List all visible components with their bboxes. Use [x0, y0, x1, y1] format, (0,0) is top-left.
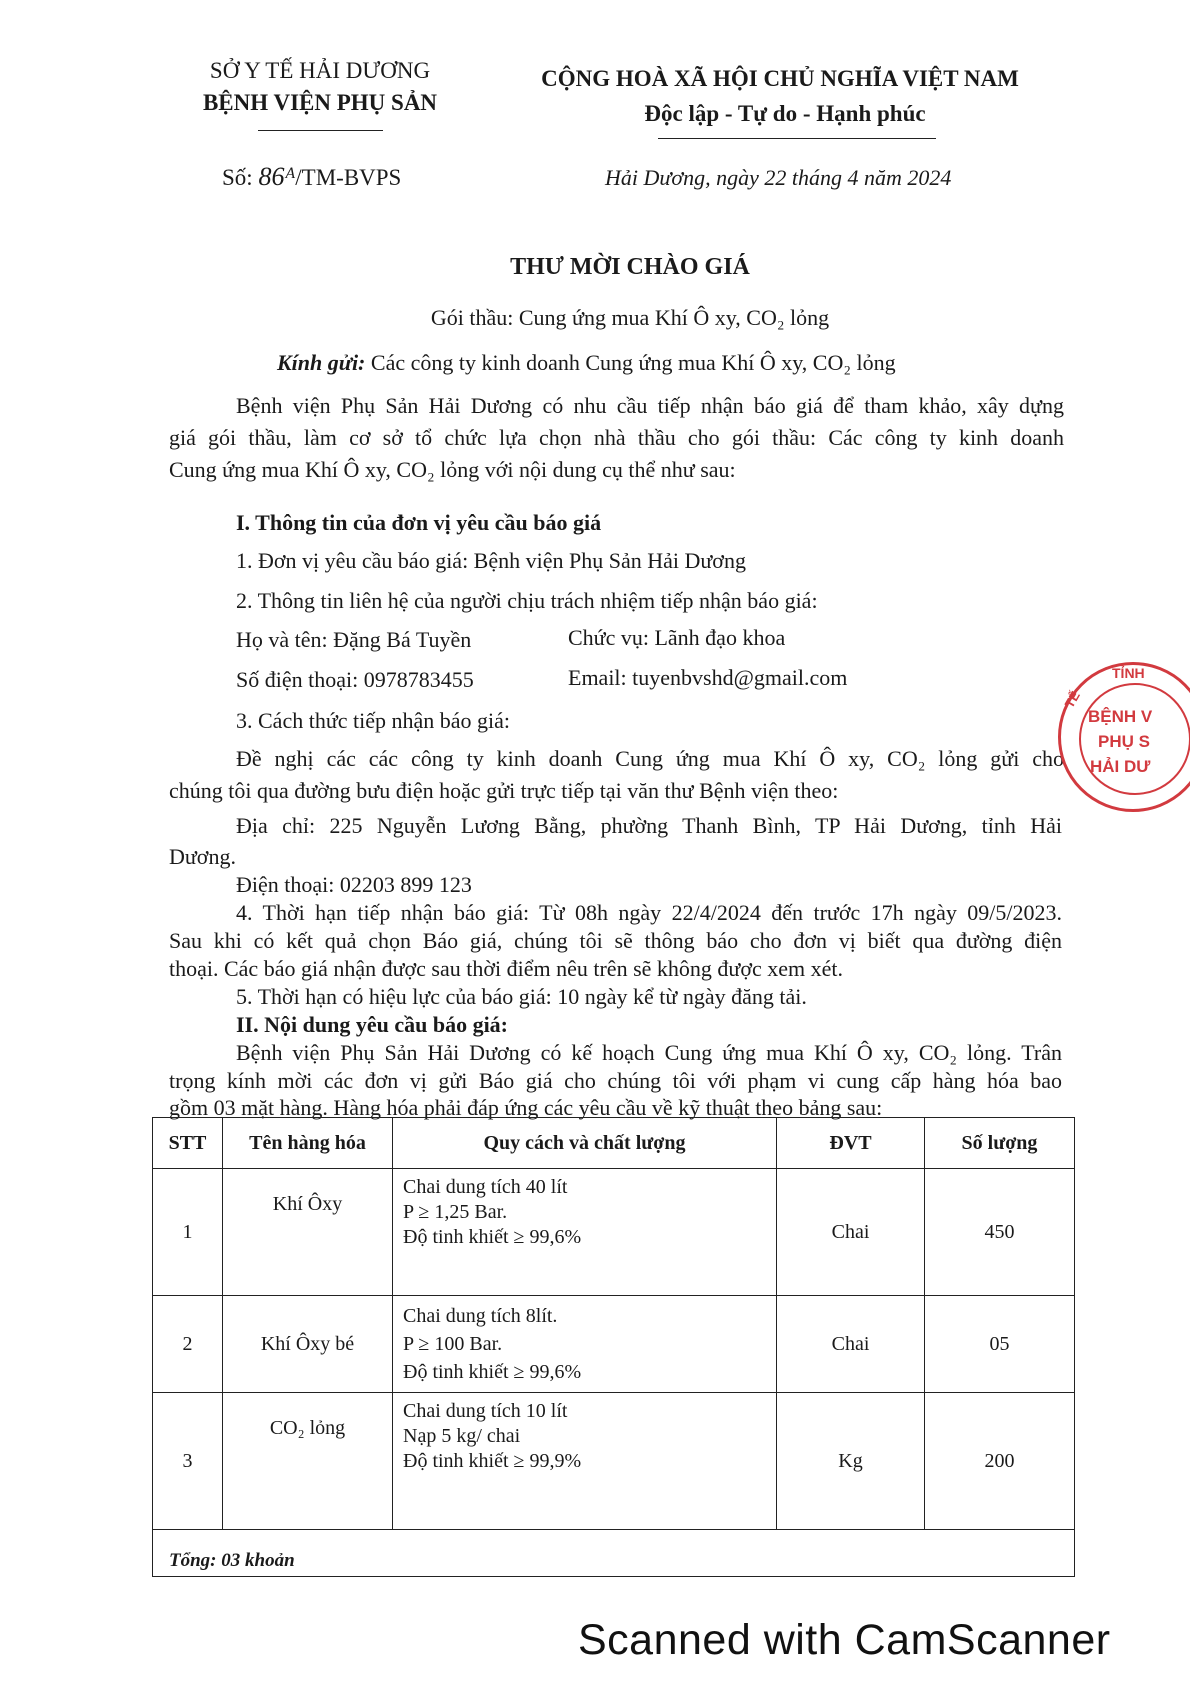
- document-number-handwritten: 86ᴬ: [258, 162, 296, 191]
- contact-name: Họ và tên: Đặng Bá Tuyền: [236, 627, 472, 652]
- row-quantity: 200: [925, 1393, 1075, 1530]
- row-quantity: 450: [925, 1169, 1075, 1296]
- contact-email: Email: tuyenbvshd@gmail.com: [568, 665, 848, 690]
- spec-line: P ≥ 1,25 Bar.: [403, 1201, 508, 1223]
- header-item-name: Tên hàng hóa: [223, 1118, 393, 1169]
- section1-item2: 2. Thông tin liên hệ của người chịu trách nhiệm tiếp nhận báo giá:: [236, 588, 818, 613]
- section1-item3: 3. Cách thức tiếp nhận báo giá:: [236, 708, 511, 733]
- document-number: [222, 162, 401, 192]
- header-left-underline: [258, 130, 383, 131]
- camscanner-watermark: Scanned with CamScanner: [578, 1616, 1111, 1664]
- section1-item1: 1. Đơn vị yêu cầu báo giá: Bệnh viện Phụ Sản Hải Dương: [236, 548, 746, 573]
- document-number-suffix: /TM-BVPS: [295, 165, 402, 190]
- spec-line: Nạp 5 kg/ chai: [403, 1425, 521, 1447]
- section1-item4-line3: thoại. Các báo giá nhận được sau thời điểm nêu trên sẽ không được xem xét.: [169, 956, 843, 981]
- hospital-name: BỆNH VIỆN PHỤ SẢN: [202, 90, 438, 115]
- department-name: SỞ Y TẾ HẢI DƯƠNG: [209, 58, 431, 83]
- row-unit: Chai: [777, 1169, 925, 1296]
- spec-line: Chai dung tích 40 lít: [403, 1176, 568, 1198]
- table-row: [153, 1393, 1075, 1530]
- package-line: Gói thầu: Cung ứng mua Khí Ô xy, CO₂ lỏng: [430, 305, 830, 330]
- address-line1: Địa chỉ: 225 Nguyễn Lương Bằng, phường Thanh Bình, TP Hải Dương, tỉnh Hải: [236, 813, 1062, 838]
- stamp-line-1: BỆNH V: [1088, 707, 1153, 726]
- national-motto: Độc lập - Tự do - Hạnh phúc: [644, 101, 926, 126]
- section1-item5: 5. Thời hạn có hiệu lực của báo giá: 10 ngày kể từ ngày đăng tải.: [236, 984, 807, 1009]
- intro-line-3: Cung ứng mua Khí Ô xy, CO₂ lỏng với nội dung cụ thể như sau:: [169, 457, 736, 482]
- spec-line: Độ tinh khiết ≥ 99,9%: [403, 1450, 582, 1472]
- recipient-label: Kính gửi:: [277, 350, 366, 375]
- row-item-name: Khí Ôxy bé: [223, 1296, 393, 1393]
- header-spec: Quy cách và chất lượng: [393, 1118, 777, 1169]
- row-stt: 3: [153, 1393, 223, 1530]
- row-stt: 2: [153, 1296, 223, 1393]
- place-and-date: Hải Dương, ngày 22 tháng 4 năm 2024: [605, 165, 952, 190]
- spec-line: Độ tinh khiết ≥ 99,6%: [403, 1226, 582, 1248]
- table-spacer-row: [153, 1530, 1075, 1547]
- row-item-name: CO₂ lỏng: [223, 1393, 393, 1530]
- intro-line-2: giá gói thầu, làm cơ sở tổ chức lựa chọn nhà thầu cho gói thầu: Các công ty kinh doanh: [169, 425, 1064, 450]
- spec-line: P ≥ 100 Bar.: [403, 1333, 503, 1355]
- table-total: Tổng: 03 khoản: [153, 1546, 1075, 1577]
- address-line2: Dương.: [169, 844, 236, 869]
- intro-line-1: Bệnh viện Phụ Sản Hải Dương có nhu cầu tiếp nhận báo giá để tham khảo, xây dựng: [236, 393, 1064, 418]
- row-unit: Kg: [777, 1393, 925, 1530]
- table-row: [153, 1296, 1075, 1393]
- office-phone: Điện thoại: 02203 899 123: [236, 872, 472, 897]
- recipient-text: Các công ty kinh doanh Cung ứng mua Khí Ô xy, CO₂ lỏng: [370, 350, 896, 375]
- table-total-row: [153, 1546, 1075, 1577]
- section1-item4-line2: Sau khi có kết quả chọn Báo giá, chúng tôi sẽ thông báo cho đơn vị biết qua đường điện: [169, 928, 1062, 953]
- country-name: CỘNG HOÀ XÃ HỘI CHỦ NGHĨA VIỆT NAM: [541, 66, 1019, 91]
- spacer-cell: [153, 1530, 1075, 1547]
- row-spec: [393, 1169, 777, 1296]
- section2-heading: II. Nội dung yêu cầu báo giá:: [236, 1012, 509, 1037]
- document-title: THƯ MỜI CHÀO GIÁ: [510, 254, 750, 280]
- section2-line1: Bệnh viện Phụ Sản Hải Dương có kế hoạch Cung ứng mua Khí Ô xy, CO₂ lỏng. Trân: [236, 1040, 1062, 1065]
- row-stt: 1: [153, 1169, 223, 1296]
- header-unit: ĐVT: [777, 1118, 925, 1169]
- section1-item4-line1: 4. Thời hạn tiếp nhận báo giá: Từ 08h ngày 22/4/2024 đến trước 17h ngày 09/5/2023.: [236, 900, 1062, 925]
- row-spec: [393, 1296, 777, 1393]
- row-unit: Chai: [777, 1296, 925, 1393]
- stamp-line-3: HẢI DƯ: [1090, 757, 1151, 776]
- header-stt: STT: [153, 1118, 223, 1169]
- spec-line: Độ tinh khiết ≥ 99,6%: [403, 1361, 582, 1383]
- header-right-underline: [658, 138, 936, 139]
- stamp-line-2: PHỤ S: [1098, 732, 1150, 751]
- row-spec: [393, 1393, 777, 1530]
- section1-heading: I. Thông tin của đơn vị yêu cầu báo giá: [236, 510, 602, 535]
- table-header-row: [153, 1118, 1075, 1169]
- section1-item3-line1: Đề nghị các các công ty kinh doanh Cung ứng mua Khí Ô xy, CO₂ lỏng gửi cho: [236, 746, 1064, 771]
- stamp-side-text: TẾ: [1061, 688, 1083, 711]
- document-number-label: Số:: [222, 165, 253, 190]
- section1-item3-line2: chúng tôi qua đường bưu điện hoặc gửi trực tiếp tại văn thư Bệnh viện theo:: [169, 778, 839, 803]
- row-quantity: 05: [925, 1296, 1075, 1393]
- section2-line3: gồm 03 mặt hàng. Hàng hóa phải đáp ứng các yêu cầu về kỹ thuật theo bảng sau:: [169, 1095, 883, 1120]
- table-row: [153, 1169, 1075, 1296]
- spec-line: Chai dung tích 8lít.: [403, 1305, 558, 1327]
- recipient-line: [277, 350, 896, 376]
- stamp-top-text: TỈNH: [1112, 665, 1145, 681]
- goods-table: [152, 1117, 1075, 1577]
- header-quantity: Số lượng: [925, 1118, 1075, 1169]
- contact-position: Chức vụ: Lãnh đạo khoa: [568, 625, 786, 650]
- row-item-name: Khí Ôxy: [223, 1169, 393, 1296]
- spec-line: Chai dung tích 10 lít: [403, 1400, 568, 1422]
- contact-phone: Số điện thoại: 0978783455: [236, 667, 474, 692]
- section2-line2: trọng kính mời các đơn vị gửi Báo giá cho chúng tôi với phạm vi cung cấp hàng hóa bao: [169, 1068, 1062, 1093]
